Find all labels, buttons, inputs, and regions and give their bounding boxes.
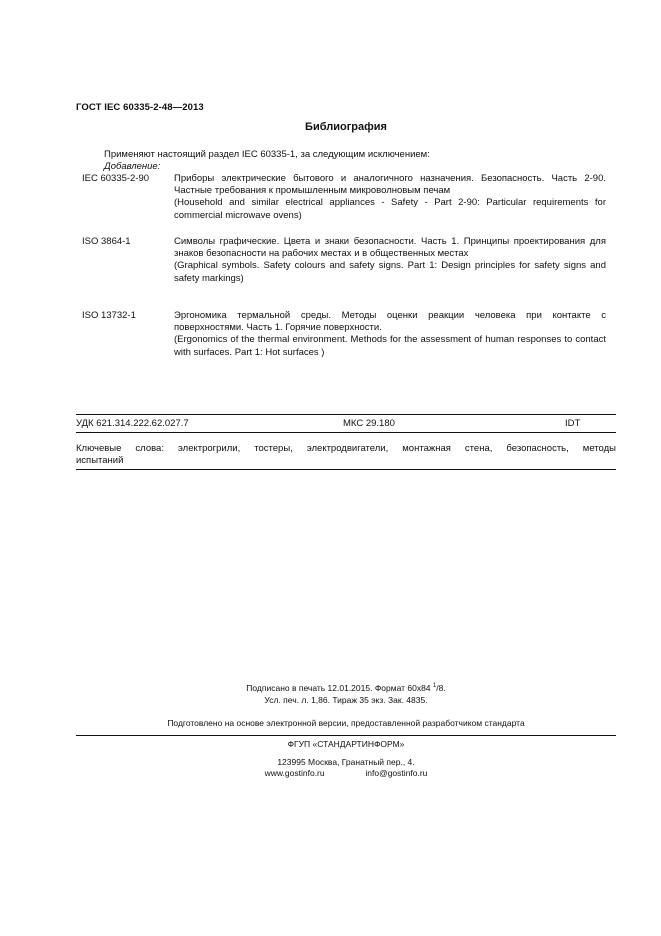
bibliography-intro: Применяют настоящий раздел IEC 60335-1, за следующим исключением:: [104, 149, 430, 160]
idt-label: IDT: [565, 418, 581, 429]
reference-code: ISO 3864-1: [82, 236, 131, 247]
publisher-address: 123995 Москва, Гранатный пер., 4.: [277, 757, 415, 767]
reference-title-en: (Household and similar electrical appliances - Safety - Part 2-90: Particular requirements for commercial microwave ovens): [174, 197, 606, 221]
prepared-note: Подготовлено на основе электронной версии, предоставленной разработчиком стандарта: [167, 718, 525, 728]
reference-title-en: (Graphical symbols. Safety colours and safety signs. Part 1: Design principles for safety signs and safety markings): [174, 260, 606, 284]
reference-title-ru: Символы графические. Цвета и знаки безопасности. Часть 1. Принципы проектирования для знаков безопасности на рабочих местах и в общественных местах: [174, 236, 606, 260]
publisher-name: ФГУП «СТАНДАРТИНФОРМ»: [287, 739, 405, 749]
signed-for-print-text: Подписано в печать 12.01.2015. Формат 60х84: [246, 683, 431, 693]
reference-description: [174, 310, 606, 359]
reference-description: [174, 173, 606, 222]
reference-code: ISO 13732-1: [82, 310, 136, 321]
reference-entry: [76, 310, 606, 360]
format-fraction-numerator: 1: [432, 683, 437, 690]
email-link[interactable]: info@gostinfo.ru: [365, 768, 428, 778]
keywords-line-continuation: испытаний: [76, 455, 124, 466]
reference-title-ru: Приборы электрические бытового и аналогичного назначения. Безопасность. Часть 2-90. Частные требования к промышленным микроволновым печам: [174, 173, 606, 197]
format-fraction-suffix: .: [443, 683, 446, 693]
keywords-divider: [76, 469, 616, 470]
reference-code: IEC 60335-2-90: [82, 173, 150, 184]
imprint-divider: [76, 735, 616, 736]
reference-entry: [76, 236, 606, 298]
format-fraction-denominator: 8: [438, 683, 444, 693]
reference-description: [174, 236, 606, 285]
signed-for-print: Подписано в печать 12.01.2015. Формат 60х84 $^1$/8.: [246, 683, 446, 693]
print-info: Усл. печ. л. 1,86. Тираж 35 экз. Зак. 4835.: [264, 695, 428, 705]
top-divider: [76, 414, 616, 415]
publisher-contacts: [0, 768, 661, 778]
website-link[interactable]: www.gostinfo.ru: [264, 768, 325, 778]
keywords-line: Ключевые слова: электрогрили, тостеры, электродвигатели, монтажная стена, безопасность, методы: [76, 443, 616, 454]
mks-code: МКС 29.180: [343, 418, 395, 429]
bibliography-title: Библиография: [305, 121, 387, 133]
reference-title-en: (Ergonomics of the thermal environment. Methods for the assessment of human responses to contact with surfaces. Part 1: Hot surfaces ): [174, 334, 606, 358]
classification-divider: [76, 432, 616, 433]
reference-title-ru: Эргономика термальной среды. Методы оценки реакции человека при контакте с поверхностями. Часть 1. Горячие поверхности.: [174, 310, 606, 334]
udk-code: УДК 621.314.222.62.027.7: [76, 418, 189, 429]
standard-header: ГОСТ IEC 60335-2-48—2013: [76, 102, 204, 113]
reference-entry: [76, 173, 606, 223]
addition-label: Добавление:: [104, 161, 161, 172]
